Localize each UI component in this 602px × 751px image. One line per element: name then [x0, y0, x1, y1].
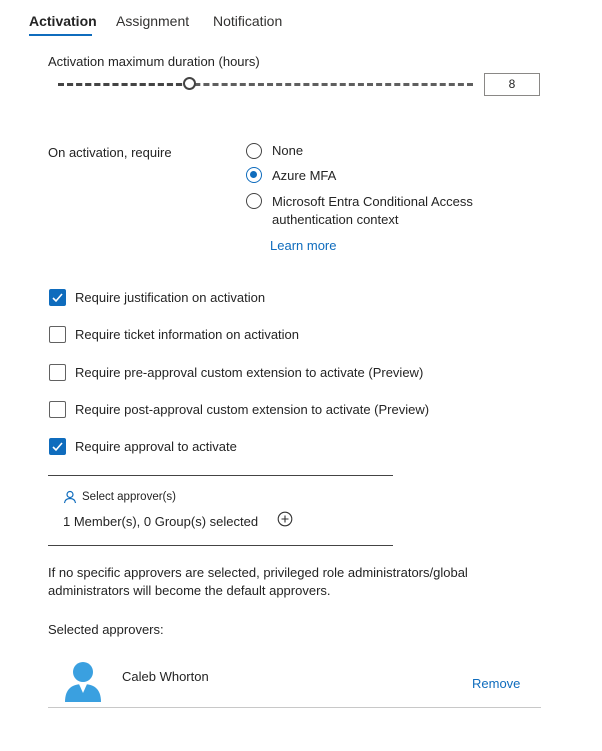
selected-approvers-heading: Selected approvers: — [48, 622, 164, 637]
duration-slider-fill — [58, 83, 191, 86]
checkbox-pre-approval-label: Require pre-approval custom extension to activate (Preview) — [75, 365, 424, 380]
radio-conditional-access-label-line1: Microsoft Entra Conditional Access — [272, 194, 473, 209]
tab-assignment[interactable]: Assignment — [116, 13, 190, 29]
active-tab-indicator — [29, 34, 92, 36]
approver-name: Caleb Whorton — [122, 669, 209, 684]
radio-conditional-access[interactable] — [246, 193, 262, 209]
checkmark-icon — [51, 440, 64, 453]
learn-more-link[interactable]: Learn more — [270, 238, 337, 253]
tab-notification[interactable]: Notification — [213, 13, 283, 29]
checkbox-ticket-label: Require ticket information on activation — [75, 327, 300, 342]
radio-azure-mfa[interactable] — [246, 167, 262, 183]
checkbox-ticket[interactable] — [49, 326, 66, 343]
remove-approver-link[interactable]: Remove — [472, 676, 521, 691]
checkbox-pre-approval[interactable] — [49, 364, 66, 381]
checkmark-icon — [51, 291, 64, 304]
checkbox-post-approval-label: Require post-approval custom extension to activate (Preview) — [75, 402, 430, 417]
user-avatar-icon — [64, 660, 102, 702]
default-approvers-note: If no specific approvers are selected, privileged role administrators/global administrators will become the default approvers. — [48, 565, 468, 598]
checkbox-justification-label: Require justification on activation — [75, 290, 266, 305]
checkbox-require-approval-label: Require approval to activate — [75, 439, 237, 454]
approvers-summary: 1 Member(s), 0 Group(s) selected — [63, 514, 259, 529]
require-label: On activation, require — [48, 145, 172, 160]
tab-bar — [0, 0, 602, 40]
add-circle-icon[interactable] — [277, 511, 293, 527]
duration-slider-thumb[interactable] — [183, 77, 196, 90]
select-approvers-link[interactable]: Select approver(s) — [82, 491, 176, 503]
divider — [48, 545, 393, 546]
tab-activation[interactable]: Activation — [29, 13, 97, 29]
radio-conditional-access-label-line2: authentication context — [272, 212, 399, 227]
duration-input[interactable]: 8 — [484, 73, 540, 96]
person-icon — [63, 490, 77, 504]
radio-none-label: None — [272, 143, 304, 158]
duration-label: Activation maximum duration (hours) — [48, 54, 260, 69]
checkbox-require-approval[interactable] — [49, 438, 66, 455]
radio-azure-mfa-label: Azure MFA — [272, 168, 337, 183]
radio-none[interactable] — [246, 143, 262, 159]
divider — [48, 707, 541, 708]
checkbox-justification[interactable] — [49, 289, 66, 306]
checkbox-post-approval[interactable] — [49, 401, 66, 418]
divider — [48, 475, 393, 476]
